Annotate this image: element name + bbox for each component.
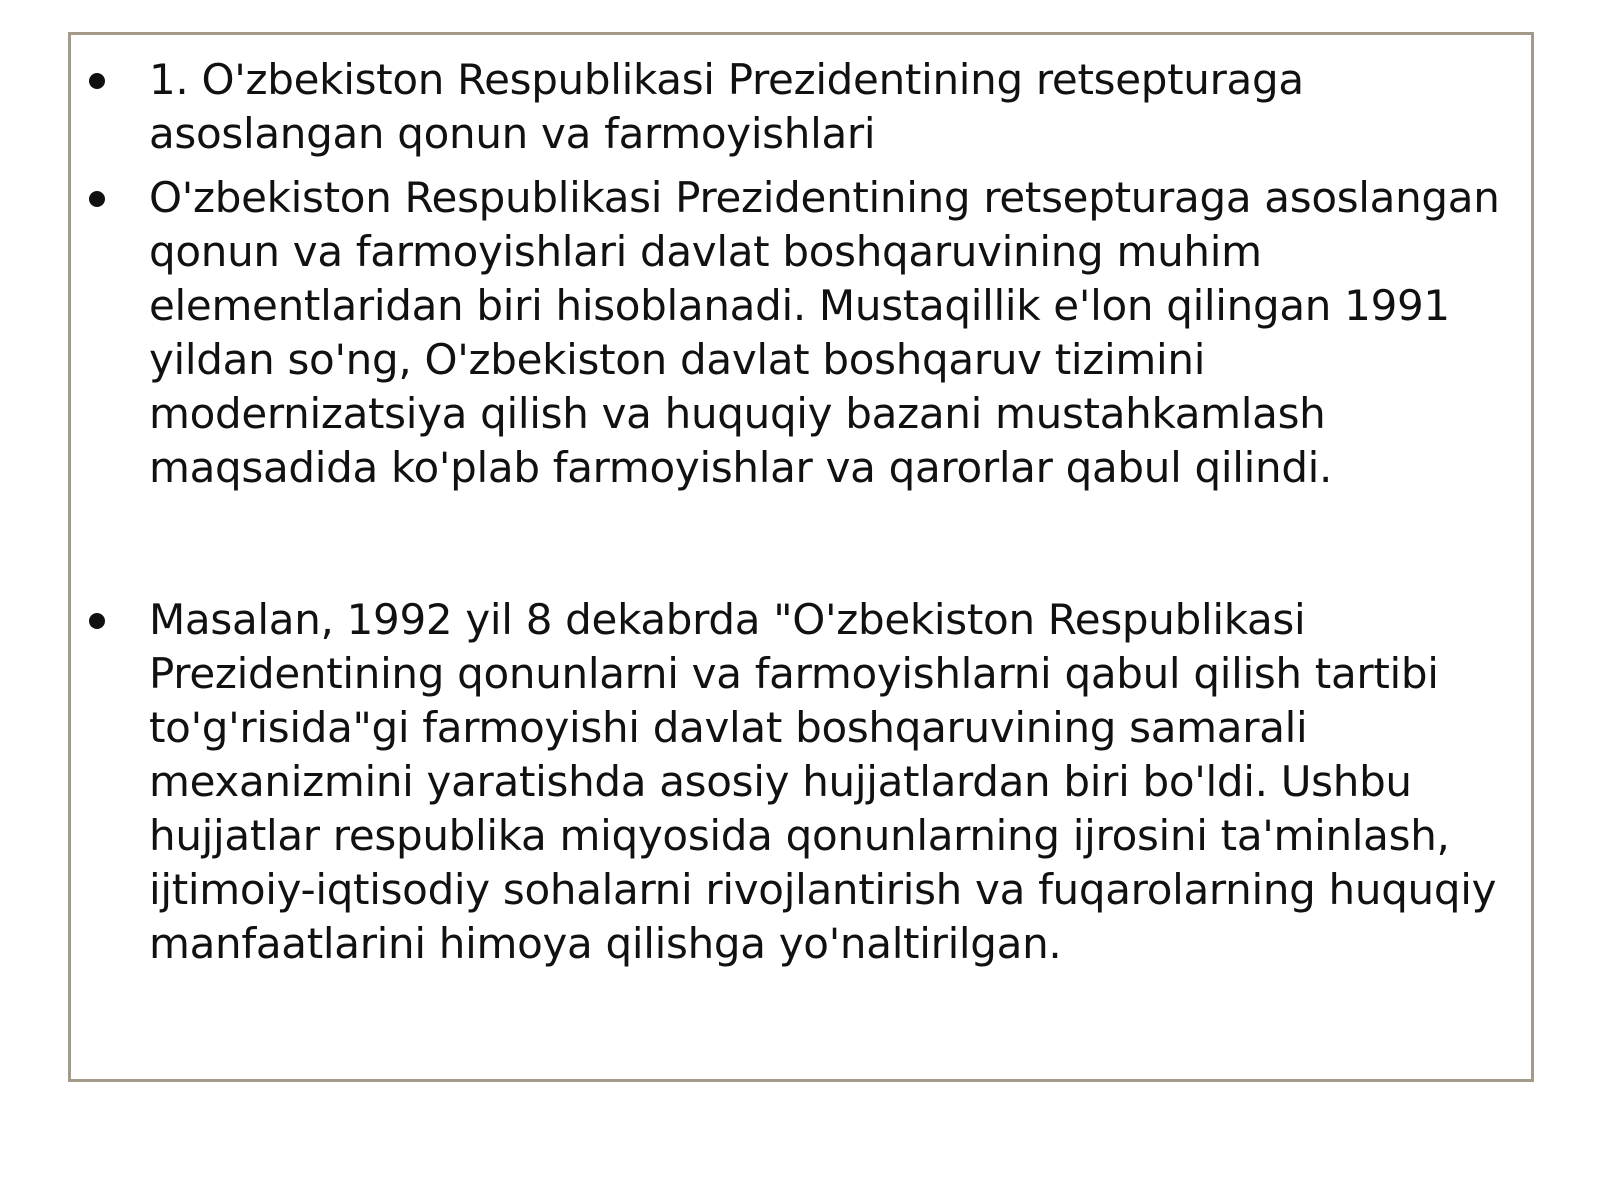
content-frame (68, 32, 1534, 1082)
bullet-dot-icon (89, 191, 105, 207)
bullet-list (71, 53, 1531, 971)
bullet-dot-icon (89, 73, 105, 89)
bullet-text: 1. O'zbekiston Respublikasi Prezidentining retsepturaga asoslangan qonun va farmoyishlari (149, 55, 1304, 158)
bullet-item-3 (71, 593, 1531, 971)
bullet-text: Masalan, 1992 yil 8 dekabrda "O'zbekiston Respublikasi Prezidentining qonunlarni va farmoyishlarni qabul qilish tartibi to'g'risida"gi farmoyishi davlat boshqaruvining samarali mexanizmini yaratishda asosiy hujjatlardan biri bo'ldi. Ushbu hujjatlar respublika miqyosida qonunlarning ijrosini ta'minlash, ijtimoiy-iqtisodiy sohalarni rivojlantirish va fuqarolarning huquqiy manfaatlarini himoya qilishga yo'naltirilgan. (149, 595, 1497, 968)
bullet-item-2 (71, 171, 1531, 495)
bullet-text: O'zbekiston Respublikasi Prezidentining retsepturaga asoslangan qonun va farmoyishlari davlat boshqaruvining muhim elementlaridan biri hisoblanadi. Mustaqillik e'lon qilingan 1991 yildan so'ng, O'zbekiston davlat boshqaruv tizimini modernizatsiya qilish va huquqiy bazani mustahkamlash maqsadida ko'plab farmoyishlar va qarorlar qabul qilindi. (149, 173, 1500, 492)
bullet-item-1 (71, 53, 1531, 161)
bullet-dot-icon (89, 613, 105, 629)
